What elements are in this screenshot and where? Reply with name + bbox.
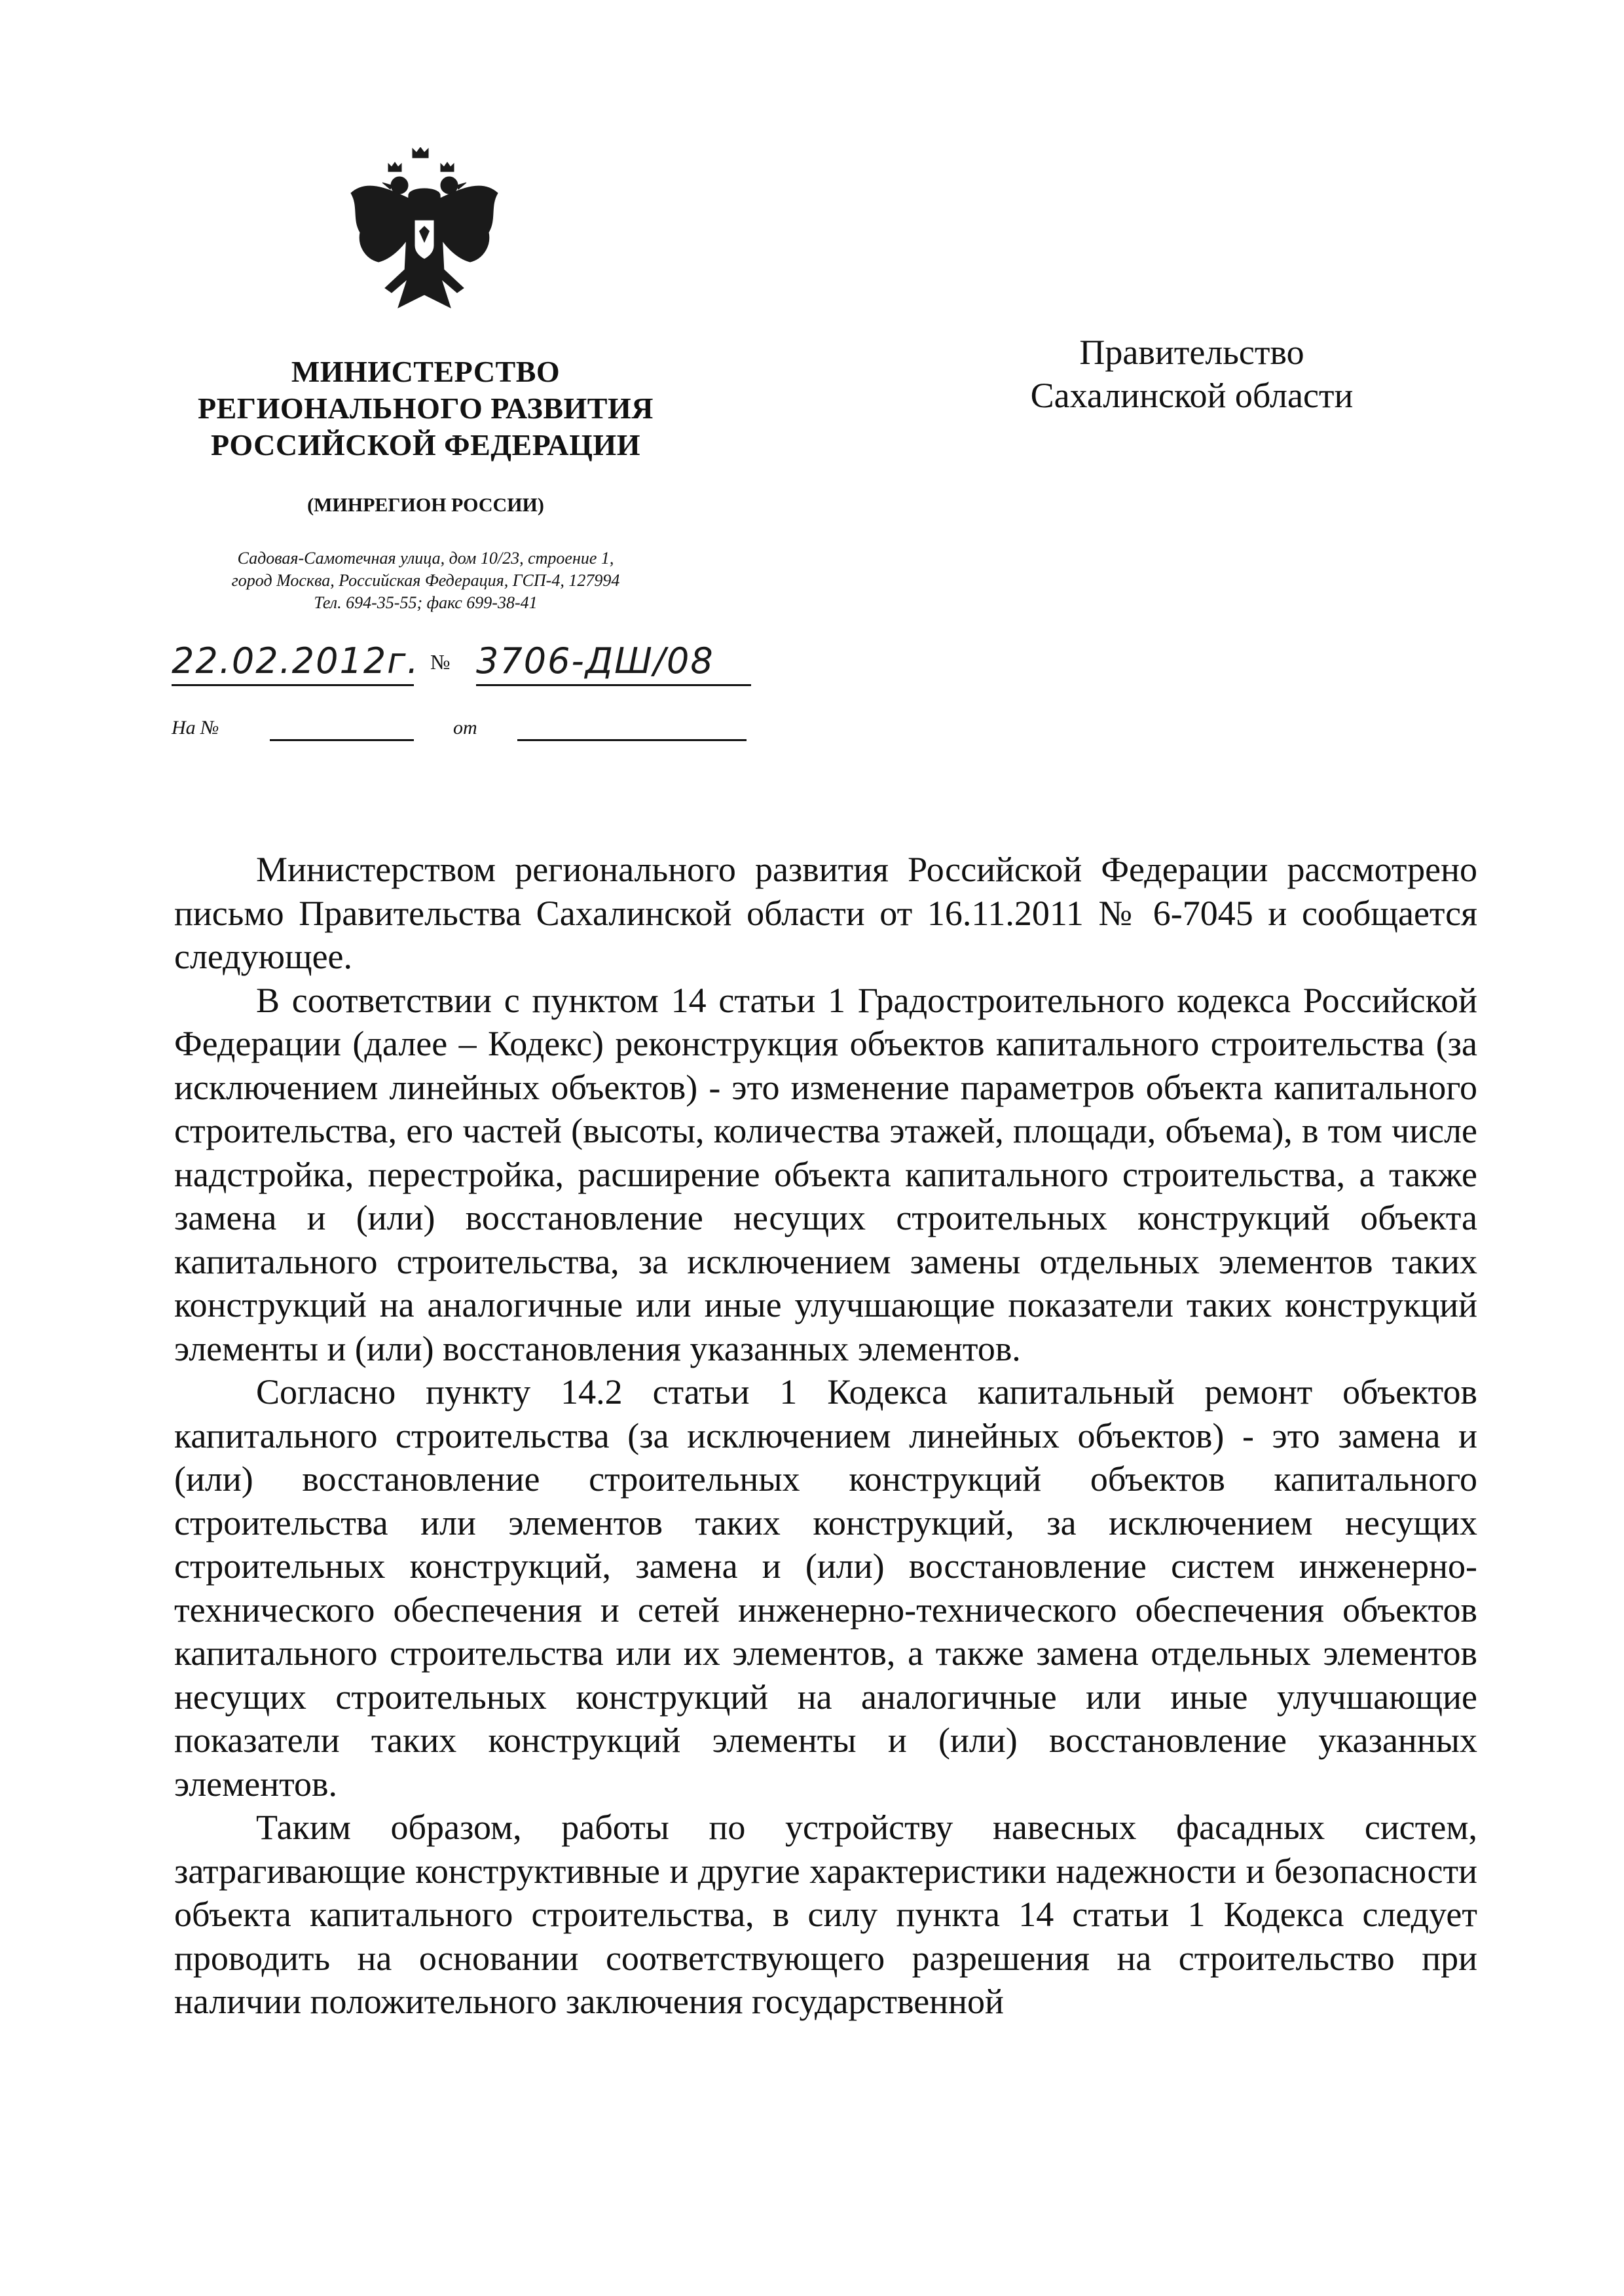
body-paragraph: Согласно пункту 14.2 статьи 1 Кодекса капитальный ремонт объектов капитального строительства (за исключением линейных объектов) - это замена и (или) восстановление строительных конструкций объектов капитального строительства или элементов таких конструкций, за исключением несущих строительных конструкций, замена и (или) восстановление систем инженерно-технического обеспечения и сетей инженерно-технического обеспечения объектов капитального строительства или их элементов, а также замена отдельных элементов несущих строительных конструкций на аналогичные или иные улучшающие показатели таких конструкций элементы и (или) восстановление указанных элементов. <box>174 1372 1477 1804</box>
reference-number-label: На № <box>172 717 219 738</box>
reference-from-label: от <box>453 717 477 738</box>
body-paragraph: Таким образом, работы по устройству навесных фасадных систем, затрагивающие конструктивные и другие характеристики надежности и безопасности объекта капитального строительства, в силу пункта 14 статьи 1 Кодекса следует проводить на основании соответствующего разрешения на строительство при наличии положительного заключения государственной <box>174 1808 1477 2021</box>
ministry-address <box>164 547 688 614</box>
registration-number-label: № <box>430 650 451 674</box>
ministry-short-name: (МИНРЕГИОН РОССИИ) <box>307 494 544 516</box>
russian-coat-of-arms-icon <box>346 147 503 316</box>
ministry-name <box>164 354 688 464</box>
sender-block <box>164 354 688 614</box>
address-line: Садовая-Самотечная улица, дом 10/23, строение 1, <box>237 549 614 568</box>
ministry-name-line: РЕГИОНАЛЬНОГО РАЗВИТИЯ <box>198 392 654 425</box>
ministry-name-line: РОССИЙСКОЙ ФЕДЕРАЦИИ <box>211 428 640 462</box>
reference-number-blank <box>270 739 414 741</box>
address-line: город Москва, Российская Федерация, ГСП-4, 127994 <box>231 571 620 590</box>
reference-line <box>172 717 735 750</box>
addressee-block <box>943 331 1441 417</box>
ministry-name-line: МИНИСТЕРСТВО <box>291 355 561 388</box>
registration-line <box>172 638 774 691</box>
addressee-line: Сахалинской области <box>1030 376 1354 415</box>
registration-number: 3706-ДШ/08 <box>476 638 751 686</box>
body-paragraph: В соответствии с пунктом 14 статьи 1 Градостроительного кодекса Российской Федерации (далее – Кодекс) реконструкция объектов капитального строительства (за исключением линейных объектов) - это изменение параметров объекта капитального строительства, его частей (высоты, количества этажей, площади, объема), в том числе надстройка, перестройка, расширение объекта капитального строительства, а также замена и (или) восстановление несущих строительных конструкций объекта капитального строительства, за исключением замены отдельных элементов таких конструкций на аналогичные или иные улучшающие показатели таких конструкций элементы и (или) восстановления указанных элементов. <box>174 980 1477 1368</box>
letter-body <box>174 848 1477 2024</box>
body-paragraph: Министерством регионального развития Российской Федерации рассмотрено письмо Правительства Сахалинской области от 16.11.2011 № 6-7045 и сообщается следующее. <box>174 850 1477 976</box>
reference-date-blank <box>517 739 747 741</box>
addressee-line: Правительство <box>1079 333 1304 372</box>
address-line: Тел. 694-35-55; факс 699-38-41 <box>314 593 538 612</box>
registration-date: 22.02.2012г. <box>172 638 414 686</box>
